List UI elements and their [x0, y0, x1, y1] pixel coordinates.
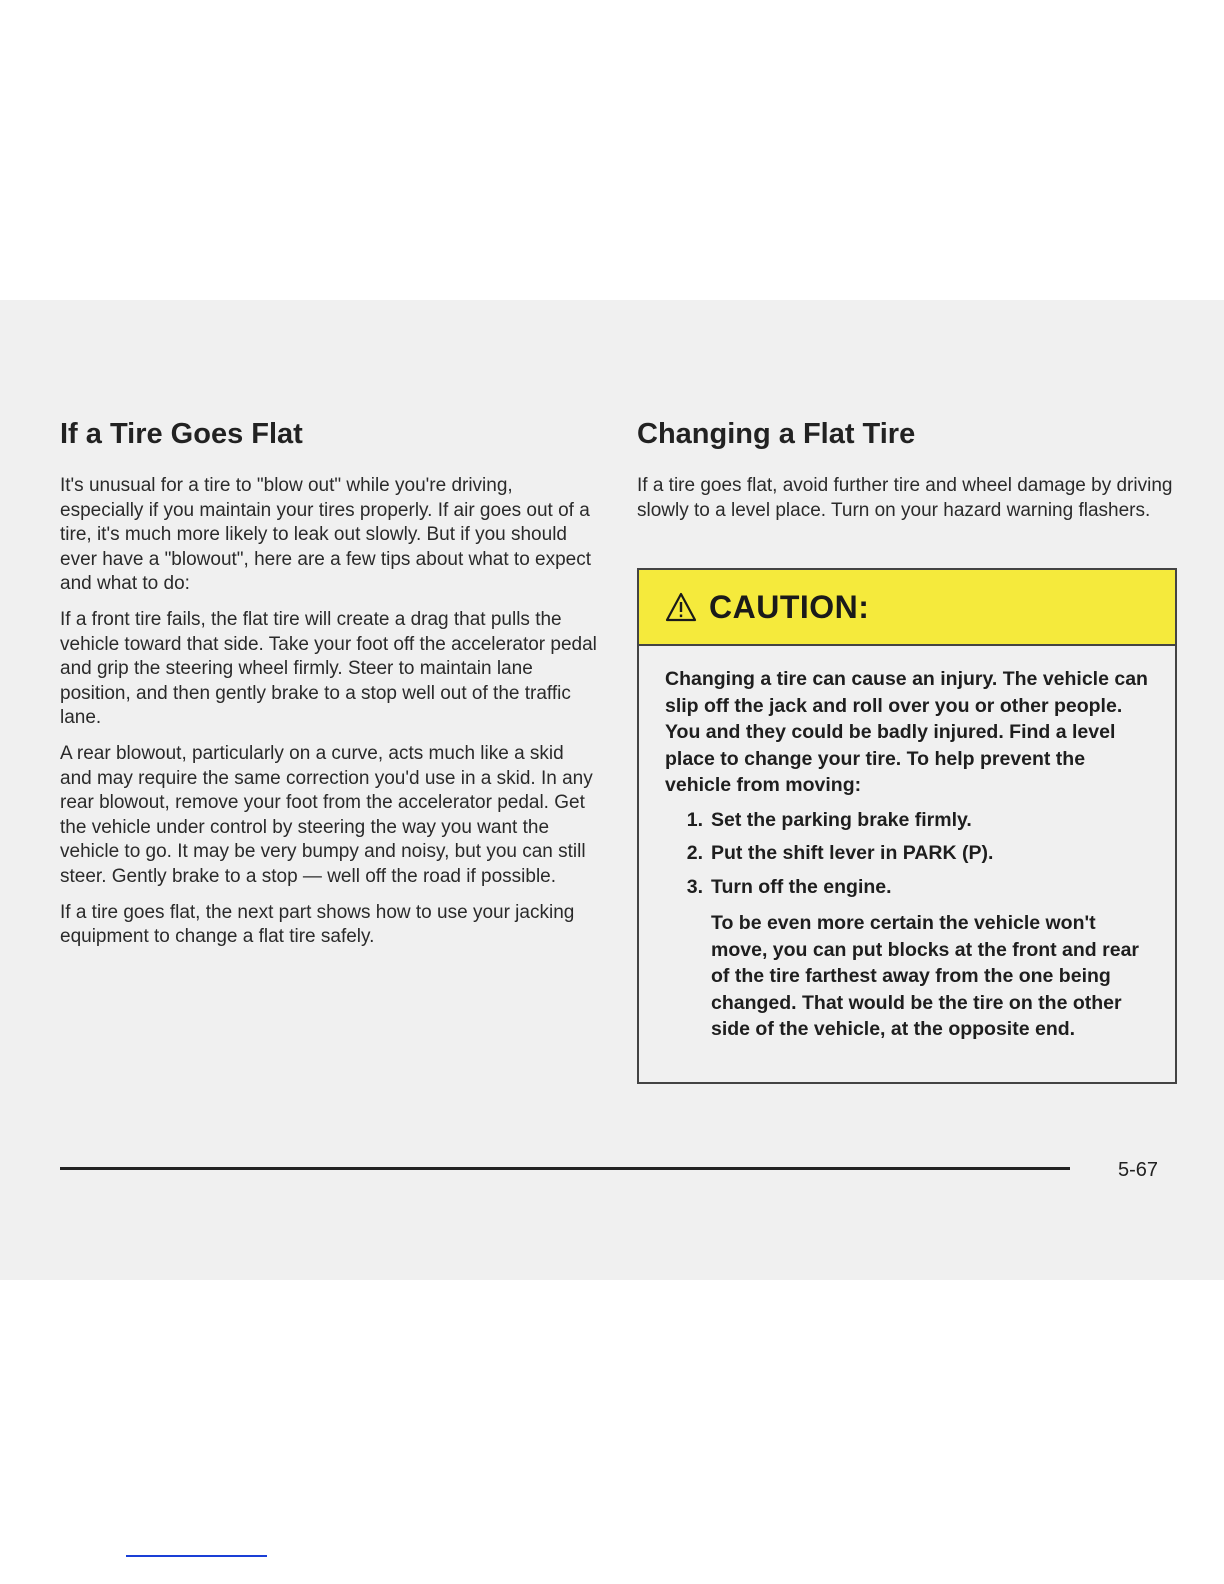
- paragraph-front-tire: If a front tire fails, the flat tire will create a drag that pulls the vehicle toward that side. Take your foot off the accelerator pedal and grip the steering wheel firmly. Steer to maintain lane position, and then gently brake to a stop well out of the traffic lane.: [60, 608, 597, 729]
- footer-divider: [60, 1167, 1070, 1170]
- warning-triangle-icon: [665, 592, 697, 622]
- step-number: 1.: [686, 808, 703, 831]
- step-text: Set the parking brake firmly.: [711, 808, 972, 831]
- caution-box: [637, 568, 1177, 1084]
- list-item: [665, 840, 1151, 867]
- section-heading-tire-flat: If a Tire Goes Flat: [60, 418, 303, 450]
- left-column: [60, 416, 600, 961]
- caution-body: [639, 646, 1175, 1043]
- paragraph-blowout-intro: It's unusual for a tire to "blow out" while you're driving, especially if you maintain your tires properly. If air goes out of a tire, it's much more likely to leak out slowly. But if you should ever have a "blowout", here are a few tips about what to expect and what to do:: [60, 475, 592, 595]
- page-number: 5-67: [1118, 1159, 1159, 1181]
- caution-intro: Changing a tire can cause an injury. The vehicle can slip off the jack and roll over you or other people. You and they could be badly injured. Find a level place to change your tire. To help prevent the vehicle from moving:: [665, 668, 1148, 796]
- caution-extra-note: To be even more certain the vehicle won't move, you can put blocks at the front and rear of the tire farthest away from the one being changed. That would be the tire on the other side of the vehicle, at the opposite end.: [711, 912, 1140, 1040]
- step-text: Put the shift lever in PARK (P).: [711, 842, 994, 864]
- step-number: 2.: [686, 842, 703, 864]
- paragraph-rear-blowout: A rear blowout, particularly on a curve, acts much like a skid and may require the same correction you'd use in a skid. In any rear blowout, remove your foot from the accelerator pedal. Get the vehicle under control by steering the way you want the vehicle to go. It may be very bumpy and noisy, but you can still steer. Gently brake to a stop — well off the road if possible.: [60, 742, 593, 887]
- paragraph-jacking: If a tire goes flat, the next part shows how to use your jacking equipment to change a flat tire safely.: [60, 901, 575, 948]
- caution-steps: [665, 807, 1151, 901]
- step-number: 3.: [686, 875, 703, 898]
- caution-header: [639, 570, 1175, 646]
- list-item: [665, 807, 1151, 834]
- caution-title: CAUTION:: [709, 588, 870, 625]
- list-item: [665, 874, 1151, 901]
- bottom-link-underline: [126, 1555, 267, 1557]
- paragraph-changing-intro: If a tire goes flat, avoid further tire and wheel damage by driving slowly to a level place. Turn on your hazard warning flashers.: [637, 475, 1173, 521]
- right-column: [637, 416, 1177, 534]
- step-text: Turn off the engine.: [711, 875, 892, 898]
- section-heading-changing-tire: Changing a Flat Tire: [637, 418, 916, 450]
